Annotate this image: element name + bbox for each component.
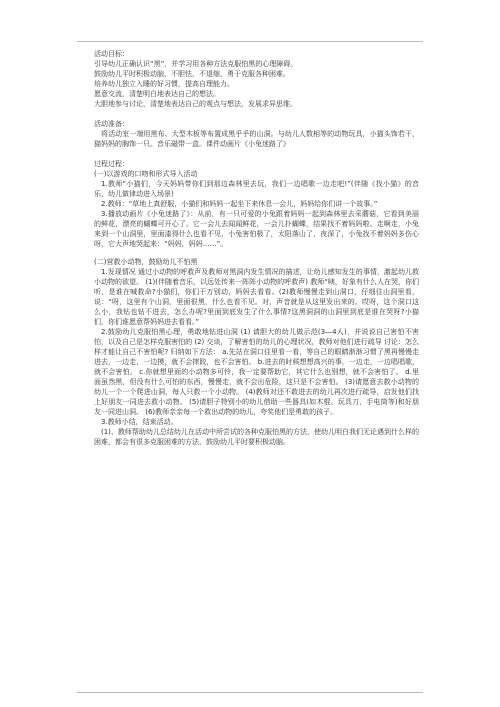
paragraph: 1.发现情况 通过小动物的呼救声及教师对黑洞内发生情况的描述，让幼儿感知发生的事情，激起幼儿救小动物的欲望。 (1)(伴随着音乐，以远处传来一阵阵小动物的呼救声) 教师“咦，好象有什么人在哭，你们听，是谁在喊救命?小猫们，你们干万别动，妈妈去看看。(2)教师慢慢走到山洞口，仔细往山洞里看，说：“呀，这里有个山洞，里面很黑，什么也看不见。对，声音就是从这里发出来的。哎呀，这个洞口这么小，我钻也钻不进去，怎么办呢?里面到底发生了什么事情?这黑洞洞的山洞里到底是谁在哭呀?小猫们，你们谁愿意帮妈妈进去看看。” <box>94 268 419 326</box>
document-body <box>94 49 419 447</box>
paragraph: 3.教师小结，结束活动。 <box>101 418 178 426</box>
paragraph: 2.教师：“草地上真舒服，小猫们和妈妈一起坐下来休息一会儿，妈妈给你们讲一个故事。” <box>101 200 378 208</box>
goal-item: 引导幼儿正确认识“黑”，并学习用各种方法克服怕黑的心理障碍。 <box>94 60 298 68</box>
process-heading: 过程过程： <box>94 160 129 168</box>
goal-item: 愿意交流，清楚明白地表达自己的想法。 <box>94 90 220 98</box>
goal-item: 大胆地参与讨论，清楚地表达自己的观点与想法，发展求异思维。 <box>94 100 297 108</box>
paragraph: 1.教师“小猫们，今天妈妈带你们到那边森林里去玩，我们一边唱歌一边走吧!”(伴随《找小猫》的音乐，幼儿做律动进入场景) <box>94 180 419 198</box>
prep-heading: 活动准备： <box>94 120 129 128</box>
paragraph: (1)、教师帮助幼儿总结幼儿在活动中所尝试的各种克服怕黑的方法，使幼儿明白我们无论遇到什么样的困难，都会有很多克服困难的方法，鼓励幼儿平时要积极动脑。 <box>94 428 419 446</box>
goals-heading: 活动目标： <box>94 50 129 58</box>
footer-rule <box>77 692 423 693</box>
section-title: (二)营救小动物，鼓励幼儿不怕黑 <box>94 258 198 266</box>
section-title: (一)以游戏的口吻和形式导入活动 <box>94 170 198 178</box>
goal-item: 培养幼儿独立入睡的好习惯，提高自理能力。 <box>94 80 234 88</box>
paragraph: 3.播放动画片《小兔迷路了》：从前，有一只可爱的小兔跟着妈妈一起到森林里去采蘑菇，它看到美丽的鲜花，漂亮的蝴蝶可开心了。它一会儿去闻闻鲜花，一会儿扑蝴蝶，结果找不着妈妈啦。走啊走，小兔来到一个山洞里，里面漆得什么也看不见，小兔害怕极了，太阳落山了，夜深了，小兔找不着妈妈多伤心呀，它大声地哭起来：“妈妈，妈妈……”。 <box>94 210 419 248</box>
goal-item: 鼓励幼儿平时积极动脑，不胆怯，不退缩，勇于克服各种困难。 <box>94 70 290 78</box>
prep-text: 将活动室一端用黑布、大型木板等布置成黑乎乎的山洞。与幼儿人数相等的动物玩具，小猫头饰若干，猫妈妈的胸饰一只。音乐磁带一盒。课件动画片《小兔迷路了》 <box>94 130 419 148</box>
paragraph: 2.鼓励幼儿克服怕黑心理，勇敢地钻进山洞 (1) 请胆大的幼儿做示范(3—4人)，并说说自己害怕不害怕，以及自己是怎样克服害怕的 (2) 交谈，了解害怕的幼儿的心理状况，教师对他们进行疏导 讨论：怎么样才能让自己不害怕呢? 归纳如下方法： a.先站在洞口往里看一看，等自己的眼睛渐渐习惯了黑再慢慢走进去，一边走，一边摸，就不会摔跤，也不会害怕。 b.进去的时候想想高兴的事，一边走，一边唱唱歌，就不会害怕。 c.你就想里面的小动物多可怜，我一定要帮助它，其它什么也别想，就不会害怕了。 d.里面虽然黑，但没有什么可怕的东西，慢慢走，就不会出危险，这只是不会害怕。 (3)请愿意去救小动物的幼儿一个一个爬进山洞，每人只救一个小动物。 (4)教师对还不敢进去的幼儿再次进行疏导，启发他们找上好朋友一同进去救小动物。 (5)请胆子特别小的幼儿借助一些器具(如木棍、玩具刀，手电筒等)和好朋友一同进山洞。 (6)教师亲亲每一个救出动物的幼儿，夸奖他们是勇敢的孩子。 <box>94 328 419 416</box>
header-rule <box>77 41 423 42</box>
